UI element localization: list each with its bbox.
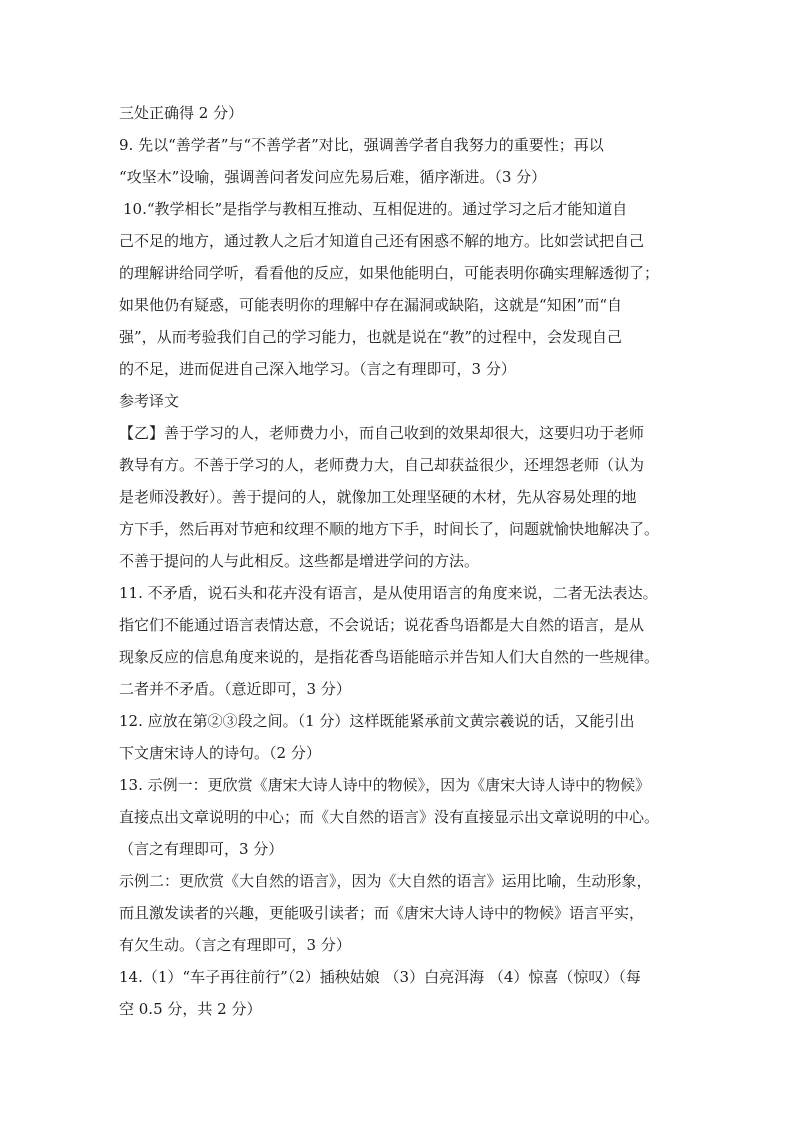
text-line: 下文唐宋诗人的诗句。（2 分） — [119, 744, 321, 762]
text-line: 如果他仍有疑惑，可能表明你的理解中存在漏洞或缺陷，这就是“知困”而“自 — [119, 296, 623, 314]
text-line: 己不足的地方，通过教人之后才知道自己还有困惑不解的地方。比如尝试把自己 — [119, 232, 645, 250]
text-line-q14: 14.（1）“车子再往前行”（2）插秧姑娘 （3）白亮洱海 （4）惊喜（惊叹）（每 — [119, 968, 641, 986]
text-line: 有欠生动。（言之有理即可，3 分） — [119, 936, 351, 954]
answer-text-block — [119, 97, 679, 1025]
text-line-q13: 13. 示例一：更欣赏《唐宋大诗人诗中的物候》，因为《唐宋大诗人诗中的物候》 — [119, 776, 651, 794]
text-line-example2: 示例二：更欣赏《大自然的语言》，因为《大自然的语言》运用比喻，生动形象， — [119, 872, 652, 890]
text-line: 而且激发读者的兴趣，更能吸引读者；而《唐宋大诗人诗中的物候》语言平实， — [119, 904, 645, 922]
text-line: “攻坚木”设喻，强调善问者发问应先易后难，循序渐进。（3 分） — [119, 168, 547, 186]
text-line: 指它们不能通过语言表情达意，不会说话；说花香鸟语都是大自然的语言，是从 — [119, 616, 645, 634]
section-heading-translation: 参考译文 — [119, 392, 180, 410]
text-line-q11: 11. 不矛盾，说石头和花卉没有语言，是从使用语言的角度来说，二者无法表达。 — [119, 584, 658, 602]
text-line: 的不足，进而促进自己深入地学习。（言之有理即可，3 分） — [119, 360, 516, 378]
text-line: 教导有方。不善于学习的人，老师费力大，自己却获益很少，还埋怨老师（认为 — [119, 456, 645, 474]
text-line: 三处正确得 2 分） — [119, 104, 244, 122]
text-line: 的理解讲给同学听，看看他的反应，如果他能明白，可能表明你确实理解透彻了； — [119, 264, 660, 282]
text-line: 二者并不矛盾。（意近即可，3 分） — [119, 680, 351, 698]
text-line-translation: 【乙】善于学习的人，老师费力小，而自己收到的效果却很大，这要归功于老师 — [119, 424, 645, 442]
text-line: 方下手，然后再对节疤和纹理不顺的地方下手，时间长了，问题就愉快地解决了。 — [119, 520, 660, 538]
text-line: （言之有理即可，3 分） — [119, 840, 284, 858]
text-line-q9: 9. 先以“善学者”与“不善学者”对比，强调善学者自我努力的重要性；再以 — [119, 136, 604, 154]
text-line: 现象反应的信息角度来说的，是指花香鸟语能暗示并告知人们大自然的一些规律。 — [119, 648, 660, 666]
text-line: 直接点出文章说明的中心；而《大自然的语言》没有直接显示出文章说明的中心。 — [119, 808, 660, 826]
text-line-q10: 10.“教学相长”是指学与教相互推动、互相促进的。通过学习之后才能知道自 — [123, 200, 628, 218]
text-line: 空 0.5 分，共 2 分） — [119, 1000, 262, 1018]
text-line: 不善于提问的人与此相反。这些都是增进学问的方法。 — [119, 552, 480, 570]
text-line: 强”，从而考验我们自己的学习能力，也就是说在“教”的过程中，会发现自己 — [119, 328, 623, 346]
text-line: 是老师没教好）。善于提问的人，就像加工处理坚硬的木材，先从容易处理的地 — [119, 488, 637, 506]
text-line-q12: 12. 应放在第②③段之间。（1 分）这样既能紧承前文黄宗羲说的话，又能引出 — [119, 712, 635, 730]
